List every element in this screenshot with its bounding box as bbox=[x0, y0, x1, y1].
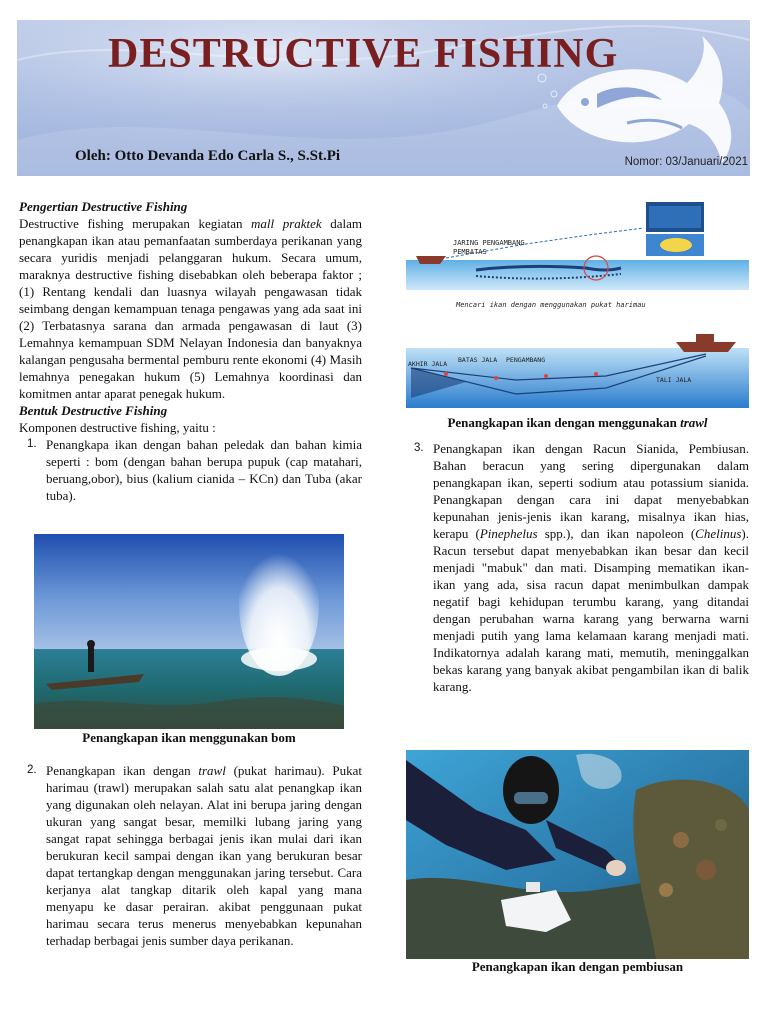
list-item-text: Penangkapan ikan dengan bbox=[46, 763, 199, 778]
trawl-diagram-image bbox=[406, 198, 749, 415]
diagram-label-pembatas: PEMBATAS bbox=[453, 248, 487, 256]
trawl-diagram bbox=[406, 198, 749, 415]
list-number: 2. bbox=[27, 764, 37, 776]
left-column bbox=[19, 198, 362, 504]
section-paragraph-pengertian bbox=[19, 215, 362, 402]
issue-number: Nomor: 03/Januari/2021 bbox=[624, 156, 748, 168]
diagram-label-mencari: Mencari ikan dengan menggunakan pukat harimau bbox=[456, 301, 646, 309]
list-item-italic-term: Pinephelus bbox=[479, 526, 538, 541]
right-column bbox=[406, 440, 749, 695]
diagram-label-batas: BATAS JALA bbox=[458, 356, 498, 364]
list-item-trawl-wrapper bbox=[19, 762, 362, 949]
diagram-label-jaring: JARING PENGAMBANG bbox=[453, 239, 525, 247]
diver-photo bbox=[406, 750, 749, 959]
page-title: DESTRUCTIVE FISHING bbox=[108, 31, 619, 77]
bomb-photo-image bbox=[34, 534, 344, 729]
header-banner bbox=[17, 20, 750, 176]
diver-photo-image bbox=[406, 750, 749, 959]
bomb-photo bbox=[34, 534, 344, 729]
paragraph-italic-term: mall praktek bbox=[251, 216, 322, 231]
diagram-label-tali: TALI JALA bbox=[656, 376, 692, 384]
paragraph-text: Destructive fishing merupakan kegiatan bbox=[19, 216, 252, 231]
diagram-label-akhir: AKHIR JALA bbox=[408, 360, 448, 368]
list-item-trawl bbox=[19, 762, 362, 949]
list-number: 1. bbox=[27, 438, 37, 450]
list-item-text: ). Racun tersebut dapat menyebabkan ikan besar dan kecil menjadi "mabuk" dan mati. Disamping mematikan ikan-ikan yang ada, sisa racun dapat menimbulkan dampak negatif bagi kehidupan terumbu karang, yang ditandai dengan perubahan warna karang yang berwarna warni menjadi putih yang lama kelamaan karang menjadi mati. Indikatornya adalah karang mati, memutih, meninggalkan bekas karang yang banyak akibat pengambilan ikan di balik karang. bbox=[433, 526, 749, 694]
section-heading-pengertian: Pengertian Destructive Fishing bbox=[19, 199, 188, 214]
list-item-text: Penangkapan ikan dengan Racun Sianida, Pembiusan. Bahan beracun yang sering dipergunakan dalam penangkapan ikan, seperti sodium atau potassium sianida. Penangkapan dengan cara ini dapat menyebabkan kepunahan jenis-jenis ikan karang, misalnya ikan hias, kerapu ( bbox=[433, 441, 749, 541]
list-item-italic-term: Chelinus bbox=[695, 526, 742, 541]
section-intro-bentuk: Komponen destructive fishing, yaitu : bbox=[19, 420, 216, 435]
section-heading-bentuk: Bentuk Destructive Fishing bbox=[19, 403, 168, 418]
caption-italic: trawl bbox=[680, 415, 708, 430]
author-line: Oleh: Otto Devanda Edo Carla S., S.St.Pi bbox=[75, 148, 341, 164]
paragraph-text: dalam penangkapan ikan atau pemanfaatan sumberdaya perikanan yang secara yuridis menjadi pelanggaran hukum. Secara umum, maraknya destructive fishing disebabkan oleh beberapa faktor ; (1) Rentang kendali dan luasnya wilayah pengawasan tidak seimbang dengan kemampuan tenaga pengawas yang ada saat ini (2) Terbatasnya sarana dan armada pengawasan di laut (3) Lemahnya kemampuan SDM Nelayan Indonesia dan banyaknya kalangan pengusaha bermental pemburu rente ekonomi (4) Masih lemahnya penegakan hukum (5) Lemahnya koordinasi dan komitmen antar aparat penegak hukum. bbox=[19, 216, 363, 401]
caption-bius: Penangkapan ikan dengan pembiusan bbox=[471, 959, 684, 974]
list-number: 3. bbox=[414, 442, 424, 454]
list-item-text: spp.), dan ikan napoleon ( bbox=[537, 526, 696, 541]
list-item-italic-term: trawl bbox=[198, 763, 226, 778]
caption-trawl bbox=[406, 415, 749, 431]
caption-text: Penangkapan ikan dengan menggunakan bbox=[447, 415, 681, 430]
list-item-text: (pukat harimau). Pukat harimau (trawl) merupakan salah satu alat penangkap ikan yang digunakan oleh nelayan. Alat ini berupa jaring dengan ukuran yang sangat besar, memilki lubang jaring yang sangat rapat sehingga berbagai jenis ikan mulai dari ikan berukuran kecil sampai dengan ikan yang berukuran besar dapat tertangkap dengan menggunakan jaring tersebut. Cara kerjanya alat tangkap ditarik oleh kapal yang mana menyapu ke dasar perairan. akibat penggunaan pukat harimau secara terus menerus menyebabkan kepunahan terhadap berbagai jenis sumber daya perikanan. bbox=[46, 763, 363, 948]
list-item-bom bbox=[19, 436, 362, 504]
caption-bomb: Penangkapan ikan menggunakan bom bbox=[82, 730, 296, 745]
list-item-racun bbox=[406, 440, 749, 695]
diagram-label-pengambang: PENGAMBANG bbox=[506, 356, 546, 364]
list-item-text: Penangkapa ikan dengan bahan peledak dan bahan kimia seperti : bom (dengan bahan berupa pupuk (cap matahari, beruang,obor), bius (kalium cianida – KCn) dan Tuba (akar tuba). bbox=[46, 437, 362, 503]
